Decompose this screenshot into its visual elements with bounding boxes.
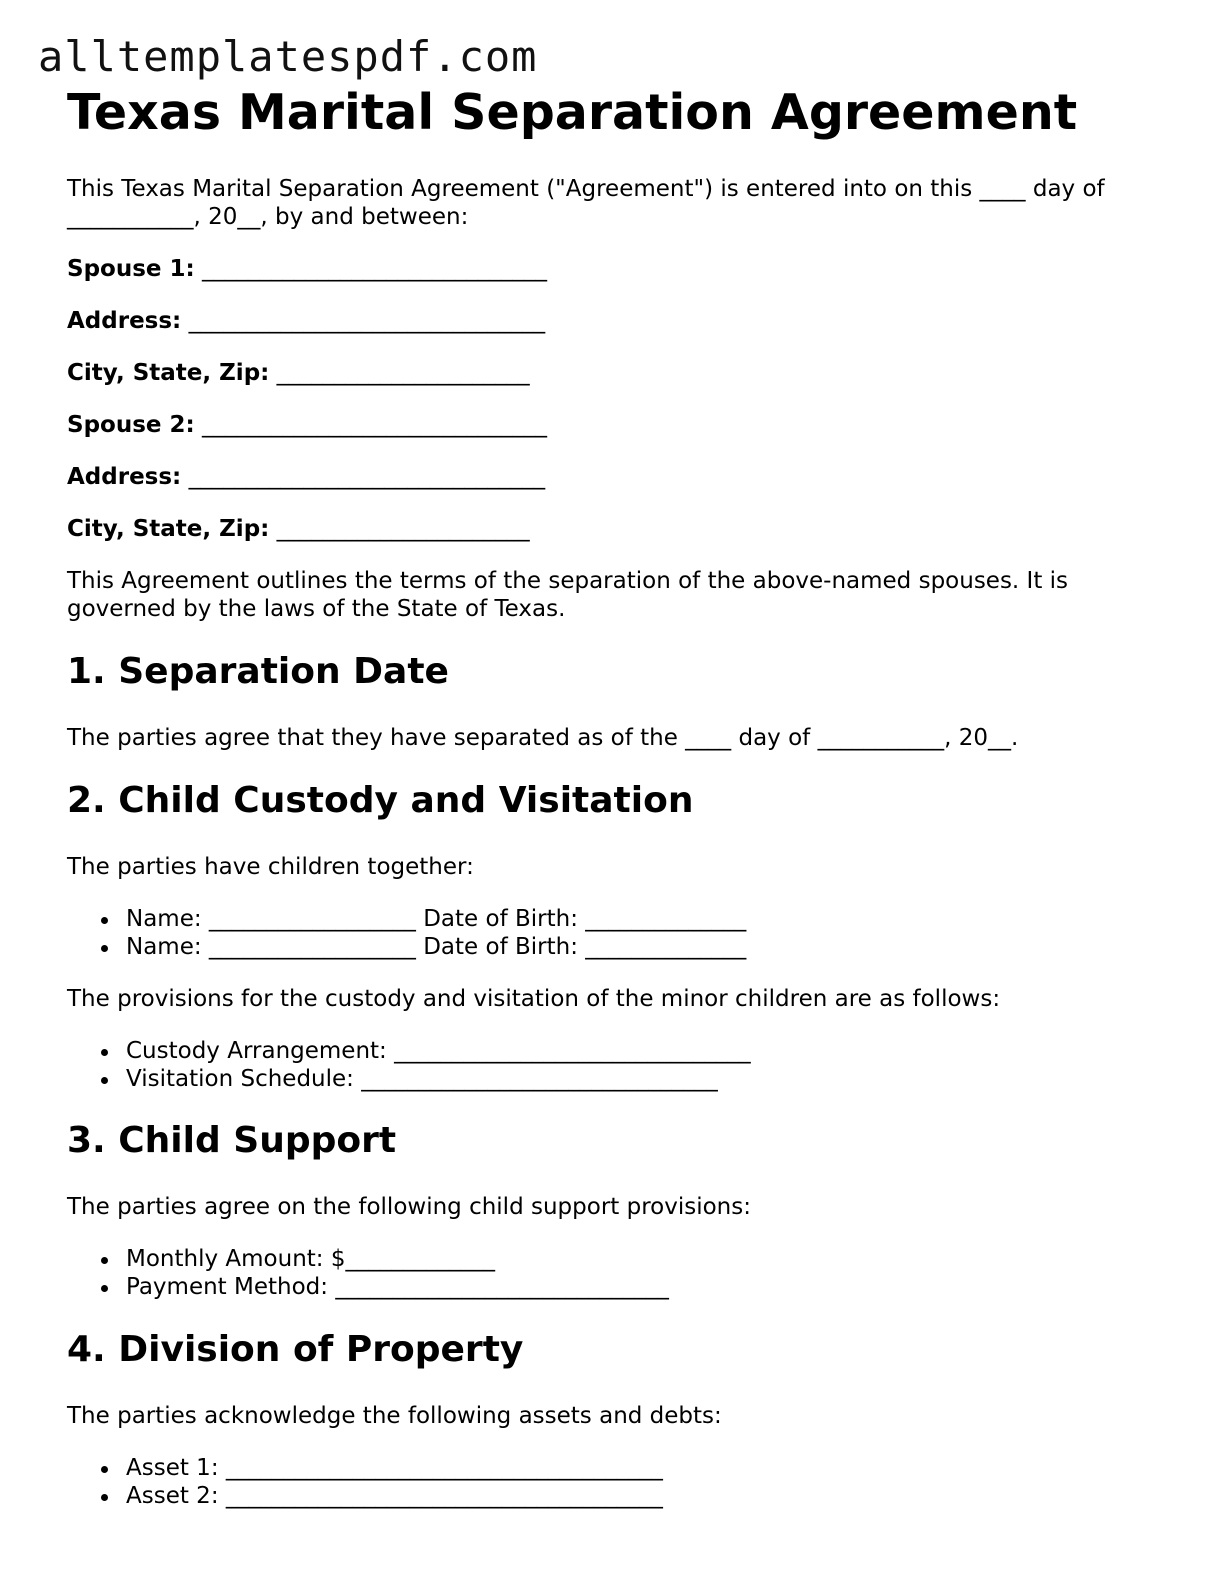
- watermark: alltemplatespdf.com: [38, 32, 538, 81]
- city2-field: [67, 515, 530, 543]
- spouse1-label: Spouse 1:: [67, 256, 195, 282]
- section-1-heading: 1. Separation Date: [67, 651, 449, 692]
- outline-paragraph: This Agreement outlines the terms of the separation of the above-named spouses. It is governed by the laws of the State of Texas.: [67, 568, 1069, 622]
- section-4-heading: 4. Division of Property: [67, 1329, 524, 1370]
- list-item[interactable]: Payment Method: _____________________________: [67, 1273, 669, 1301]
- spouse1-blank[interactable]: ______________________________: [202, 256, 548, 282]
- list-item[interactable]: Asset 2: ______________________________________: [67, 1482, 663, 1510]
- provisions-text: The provisions for the custody and visitation of the minor children are as follows:: [67, 986, 1001, 1012]
- section-2-heading: 2. Child Custody and Visitation: [67, 780, 694, 821]
- list-item[interactable]: Asset 1: ______________________________________: [67, 1454, 663, 1482]
- assets-list: [67, 1454, 663, 1510]
- address1-blank[interactable]: _______________________________: [188, 308, 546, 334]
- address1-field: [67, 307, 545, 335]
- address2-blank[interactable]: _______________________________: [188, 464, 546, 490]
- section-4-text: The parties acknowledge the following assets and debts:: [67, 1403, 722, 1429]
- spouse2-blank[interactable]: ______________________________: [202, 412, 548, 438]
- city1-field: [67, 359, 530, 387]
- city1-label: City, State, Zip:: [67, 360, 270, 386]
- city2-blank[interactable]: ______________________: [276, 516, 530, 542]
- section-2-text: The parties have children together:: [67, 854, 474, 880]
- list-item[interactable]: Name: __________________ Date of Birth: ______________: [67, 905, 746, 933]
- address2-label: Address:: [67, 464, 182, 490]
- address2-field: [67, 463, 545, 491]
- intro-paragraph: This Texas Marital Separation Agreement ("Agreement") is entered into on this ____ day of ___________, 20__, by and between:: [67, 176, 1105, 230]
- provisions-list: [67, 1037, 751, 1093]
- list-item[interactable]: Name: __________________ Date of Birth: ______________: [67, 933, 746, 961]
- section-1-text: The parties agree that they have separated as of the ____ day of ___________, 20__.: [67, 725, 1019, 751]
- list-item[interactable]: Monthly Amount: $_____________: [67, 1245, 669, 1273]
- children-list: [67, 905, 746, 961]
- section-3-heading: 3. Child Support: [67, 1120, 397, 1161]
- spouse2-label: Spouse 2:: [67, 412, 195, 438]
- city1-blank[interactable]: ______________________: [276, 360, 530, 386]
- spouse1-field: [67, 255, 547, 283]
- child-support-list: [67, 1245, 669, 1301]
- section-3-text: The parties agree on the following child support provisions:: [67, 1194, 751, 1220]
- address1-label: Address:: [67, 308, 182, 334]
- list-item[interactable]: Visitation Schedule: _______________________________: [67, 1065, 751, 1093]
- city2-label: City, State, Zip:: [67, 516, 270, 542]
- list-item[interactable]: Custody Arrangement: _______________________________: [67, 1037, 751, 1065]
- spouse2-field: [67, 411, 547, 439]
- document-title: Texas Marital Separation Agreement: [67, 84, 1078, 141]
